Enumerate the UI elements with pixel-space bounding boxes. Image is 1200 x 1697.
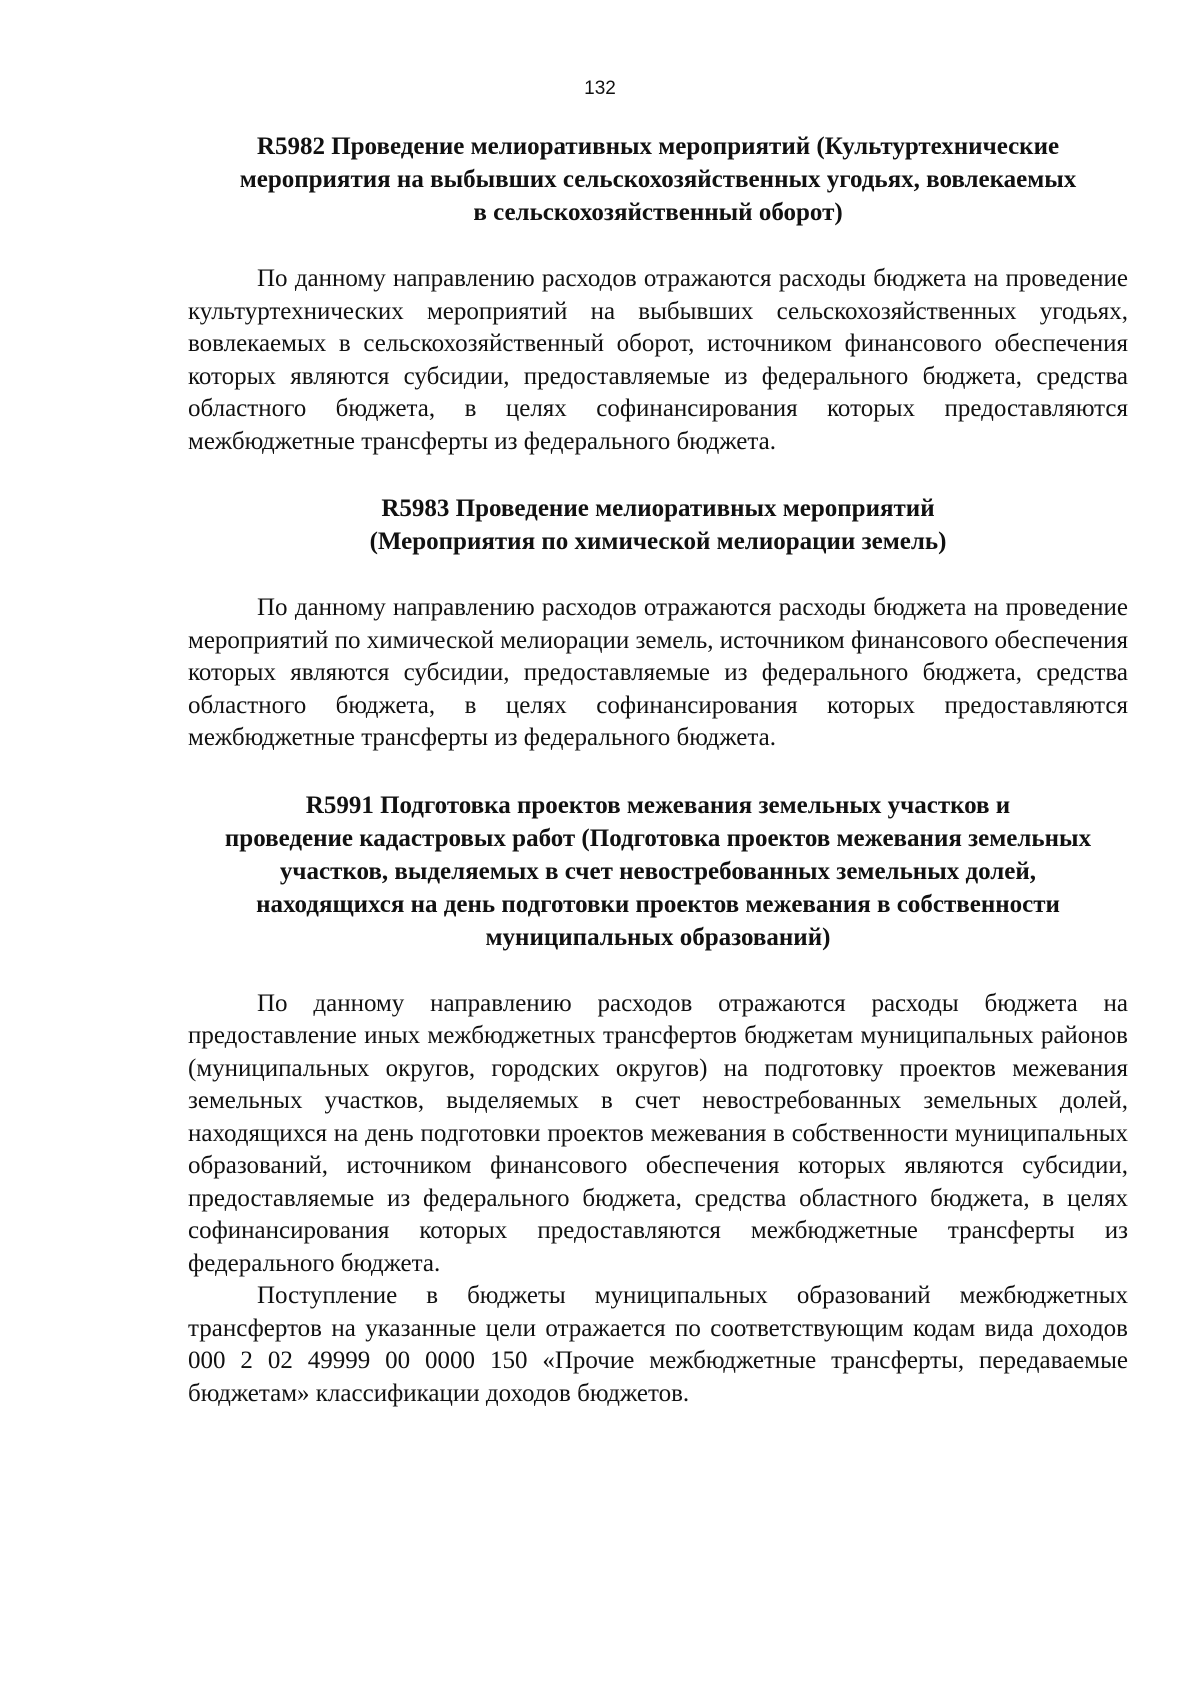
section-heading: R5991 Подготовка проектов межевания земельных участков и проведение кадастровых работ (Подготовка проектов межевания земельных участков, выделяемых в счет невостребованных земельных долей, находящихся на день подготовки проектов межевания в собственности муниципальных образований) (224, 791, 1092, 951)
section-heading: R5983 Проведение мелиоративных мероприятий (Мероприятия по химической мелиорации земель) (369, 495, 947, 555)
section-r5991 (188, 789, 1128, 1411)
section-r5982 (188, 130, 1128, 458)
section-r5983 (188, 492, 1128, 755)
section-paragraph: Поступление в бюджеты муниципальных образований межбюджетных трансфертов на указанные цели отражается по соответствующим кодам вида доходов 000 2 02 49999 00 0000 150 «Прочие межбюджетные трансферты, передаваемые бюджетам» классификации доходов бюджетов. (188, 1282, 1128, 1407)
section-paragraph: По данному направлению расходов отражаются расходы бюджета на проведение мероприятий по химической мелиорации земель, источником финансового обеспечения которых являются субсидии, предоставляемые из федерального бюджета, средства областного бюджета, в целях софинансирования которых предоставляются межбюджетные трансферты из федерального бюджета. (188, 594, 1128, 751)
section-heading: R5982 Проведение мелиоративных мероприятий (Культуртехнические мероприятия на выбывших сельскохозяйственных угодьях, вовлекаемых в сельскохозяйственный оборот) (239, 133, 1077, 226)
page-number: 132 (584, 78, 616, 99)
document-body (188, 130, 1128, 1410)
section-paragraph: По данному направлению расходов отражаются расходы бюджета на проведение культуртехнических мероприятий на выбывших сельскохозяйственных угодьях, вовлекаемых в сельскохозяйственный оборот, источником финансового обеспечения которых являются субсидии, предоставляемые из федерального бюджета, средства областного бюджета, в целях софинансирования которых предоставляются межбюджетные трансферты из федерального бюджета. (188, 265, 1128, 455)
section-paragraph: По данному направлению расходов отражаются расходы бюджета на предоставление иных межбюджетных трансфертов бюджетам муниципальных районов (муниципальных округов, городских округов) на подготовку проектов межевания земельных участков, выделяемых в счет невостребованных земельных долей, находящихся на день подготовки проектов межевания в собственности муниципальных образований, источником финансового обеспечения которых являются субсидии, предоставляемые из федерального бюджета, средства областного бюджета, в целях софинансирования которых предоставляются межбюджетные трансферты из федерального бюджета. (188, 989, 1128, 1277)
